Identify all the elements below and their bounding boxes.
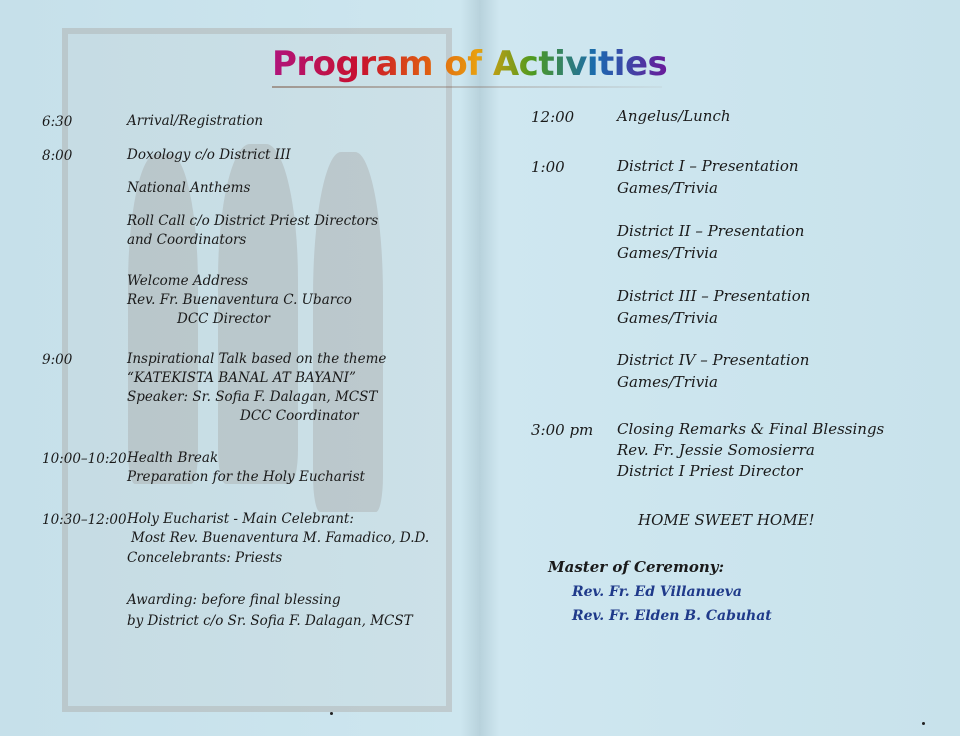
ghost-figure <box>313 152 383 512</box>
schedule-item: by District c/o Sr. Sofia F. Dalagan, MCST <box>127 613 413 629</box>
schedule-item: Holy Eucharist - Main Celebrant: <box>127 511 354 527</box>
schedule-item: DCC Coordinator <box>240 408 359 424</box>
schedule-item: Rev. Fr. Jessie Somosierra <box>617 441 815 459</box>
schedule-item: Games/Trivia <box>617 309 718 327</box>
schedule-item: Most Rev. Buenaventura M. Famadico, D.D. <box>131 530 430 546</box>
ink-speck <box>330 712 333 715</box>
master-of-ceremony-label: Master of Ceremony: <box>548 558 725 576</box>
schedule-time: 12:00 <box>531 108 575 126</box>
schedule-item: Closing Remarks & Final Blessings <box>617 420 885 438</box>
schedule-item: and Coordinators <box>127 232 247 248</box>
schedule-item: Rev. Fr. Buenaventura C. Ubarco <box>127 292 352 308</box>
master-of-ceremony-name: Rev. Fr. Elden B. Cabuhat <box>572 608 772 624</box>
schedule-item: “KATEKISTA BANAL AT BAYANI” <box>127 370 356 386</box>
schedule-item: Doxology c/o District III <box>127 147 291 163</box>
schedule-item: Games/Trivia <box>617 244 718 262</box>
title-underline <box>272 86 662 88</box>
schedule-item: Speaker: Sr. Sofia F. Dalagan, MCST <box>127 389 378 405</box>
closing-line: HOME SWEET HOME! <box>638 511 815 529</box>
schedule-item: Roll Call c/o District Priest Directors <box>127 213 379 229</box>
schedule-time: 10:00–10:20 <box>42 451 127 467</box>
schedule-item: DCC Director <box>177 311 270 327</box>
schedule-time: 6:30 <box>42 114 73 130</box>
schedule-time: 10:30–12:00 <box>42 512 127 528</box>
schedule-item: Arrival/Registration <box>127 113 264 129</box>
schedule-item: National Anthems <box>127 180 251 196</box>
schedule-item: Concelebrants: Priests <box>127 550 283 566</box>
schedule-time: 8:00 <box>42 148 73 164</box>
schedule-time: 9:00 <box>42 352 73 368</box>
schedule-item: Angelus/Lunch <box>617 107 731 125</box>
schedule-item: District III – Presentation <box>617 287 811 305</box>
schedule-item: District IV – Presentation <box>617 351 810 369</box>
master-of-ceremony-name: Rev. Fr. Ed Villanueva <box>572 584 742 600</box>
schedule-item: Health Break <box>127 450 219 466</box>
schedule-item: Welcome Address <box>127 273 249 289</box>
ink-speck <box>922 722 925 725</box>
page-title: Program of Activities <box>272 44 668 84</box>
schedule-item: Awarding: before final blessing <box>127 592 341 608</box>
schedule-time: 1:00 <box>531 158 565 176</box>
schedule-item: Games/Trivia <box>617 179 718 197</box>
schedule-item: Games/Trivia <box>617 373 718 391</box>
schedule-item: District I – Presentation <box>617 157 799 175</box>
schedule-time: 3:00 pm <box>531 421 594 439</box>
schedule-item: District II – Presentation <box>617 222 805 240</box>
schedule-item: Inspirational Talk based on the theme <box>127 351 387 367</box>
schedule-item: District I Priest Director <box>617 462 803 480</box>
schedule-item: Preparation for the Holy Eucharist <box>127 469 365 485</box>
